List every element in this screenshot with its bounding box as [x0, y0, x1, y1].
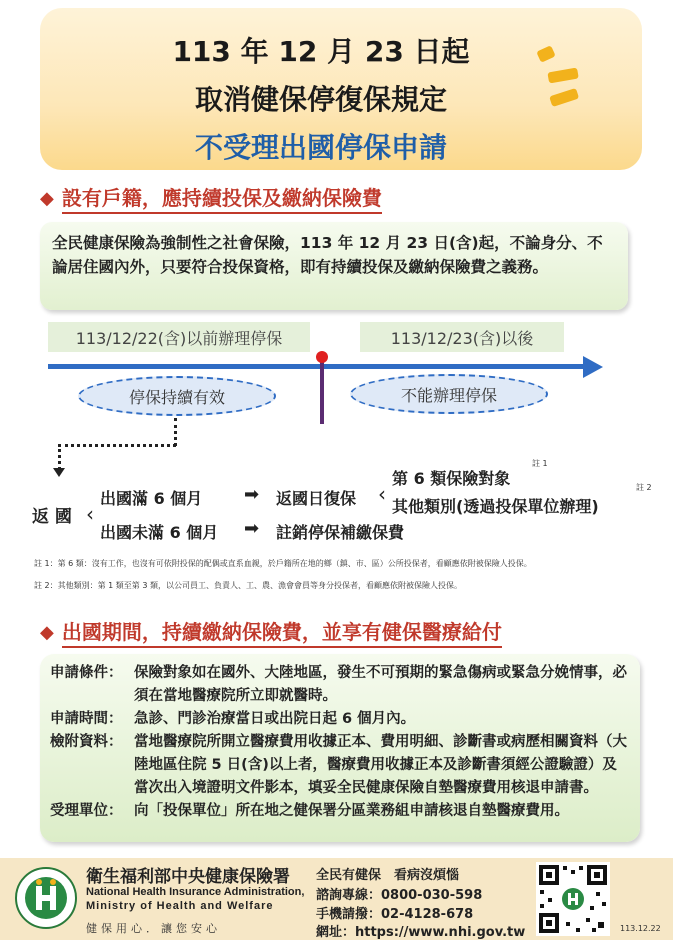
info-value: 急診、門診治療當日或出院日起 6 個月內。: [134, 711, 416, 727]
info-key: 申請條件：: [50, 665, 123, 681]
timeline-arrow: [48, 362, 603, 372]
section-heading-insurance-duty: [40, 182, 382, 214]
footer-website[interactable]: 網址：https://www.nhi.gov.tw: [316, 925, 526, 940]
dotted-connector: [58, 444, 61, 470]
info-key: 檢附資料：: [50, 734, 123, 750]
resume-insurance-label: 返國日復保: [276, 489, 357, 508]
sparkle-decoration-icon: [536, 44, 584, 110]
brace-left-icon: ‹: [86, 502, 94, 526]
footer-hotline: 諮詢專線：0800-030-598: [316, 888, 483, 903]
info-key: 受理單位：: [50, 803, 123, 819]
org-name-en-2: Ministry of Health and Welfare: [86, 900, 274, 912]
info-value: 保險對象如在國外、大陸地區，發生不可預期的緊急傷病或緊急分娩情事，必須在當地醫療院所立即就醫時。: [134, 665, 627, 704]
footnote-2: 註 2：其他類別：第 1 類至第 3 類，以公司員工、負責人、工、農、漁會會員等身分投保者，看顧應依附被保險人投保。: [34, 581, 462, 590]
footer-mobile-line: 手機請撥：02-4128-678: [316, 907, 474, 922]
header-banner: [40, 8, 642, 170]
right-arrow-icon: ➡: [244, 484, 260, 505]
suspension-not-allowed-ellipse: 不能辦理停保: [350, 374, 548, 414]
right-arrow-icon: ➡: [244, 518, 260, 539]
abroad-under-6-months-label: 出國未滿 6 個月: [100, 523, 219, 542]
info-row: [50, 708, 630, 731]
info-row: [50, 662, 630, 708]
dotted-connector: [58, 444, 176, 447]
org-name: 衛生福利部中央健康保險署: [86, 867, 290, 887]
banner-title-main: 取消健保停復保規定: [194, 83, 447, 116]
section-heading-text: 設有戶籍，應持續投保及繳納保險費: [62, 182, 382, 214]
org-slogan: 健保用心．讓您安心: [86, 922, 221, 935]
dotted-connector: [174, 418, 177, 446]
section-heading-abroad-benefits: [40, 616, 502, 648]
nhi-logo-icon: [14, 866, 78, 930]
insurance-duty-text: 全民健康保險為強制性之社會保險，113 年 12 月 23 日(含)起，不論身分、不論居住國內外，只要符合投保資格，即有持續投保及繳納保險費之義務。: [52, 234, 603, 276]
info-row: [50, 731, 630, 800]
reimbursement-info-box: [40, 654, 640, 842]
timeline-before-label: 113/12/22(含)以前辦理停保: [48, 322, 310, 352]
timeline-divider: [320, 358, 324, 424]
org-name-en-1: National Health Insurance Administration,: [86, 886, 305, 898]
info-row: [50, 800, 630, 823]
footnote-1: 註 1：第 6 類：沒有工作，也沒有可依附投保的配偶或直系血親，於戶籍所在地的鄉（鎮、市、區）公所投保者，看顧應依附被保險人投保。: [34, 559, 532, 568]
timeline-marker-dot: [316, 351, 328, 363]
suspension-valid-ellipse: 停保持續有效: [78, 376, 276, 416]
banner-title-date: 113 年 12 月 23 日起: [172, 35, 470, 68]
note-1-marker: 註 1: [532, 459, 548, 468]
return-home-label: 返 國: [32, 507, 72, 527]
connector-arrowhead-icon: [53, 468, 65, 477]
info-value: 當地醫療院所開立醫療費用收據正本、費用明細、診斷書或病歷相關資料（大陸地區住院 5 日(含)以上者，醫療費用收據正本及診斷書須經公證驗證）及當次出入境證明文件影本，填妥全民健康保險自墊醫療費用核退申請書。: [134, 734, 627, 796]
timeline-after-label: 113/12/23(含)以後: [360, 322, 564, 352]
timeline-arrowhead-icon: [583, 356, 603, 378]
insurance-duty-box: [40, 222, 628, 310]
cancel-suspension-label: 註銷停保補繳保費: [276, 523, 405, 542]
note-2-marker: 註 2: [636, 483, 652, 492]
category-6-label: 第 6 類保險對象: [392, 469, 511, 488]
qr-code-icon: [536, 862, 610, 936]
footer: [0, 858, 673, 940]
timeline-bar: [48, 364, 583, 369]
brace-left-icon: ‹: [378, 482, 386, 506]
other-category-label: 其他類別(透過投保單位辦理): [392, 497, 599, 516]
footer-tagline: 全民有健保 看病沒煩惱: [316, 868, 460, 883]
abroad-6-months-label: 出國滿 6 個月: [100, 489, 203, 508]
banner-title-sub: 不受理出國停保申請: [194, 131, 447, 164]
diamond-bullet-icon: ◆: [40, 621, 54, 643]
diamond-bullet-icon: ◆: [40, 187, 54, 209]
info-key: 申請時間：: [50, 711, 123, 727]
info-value: 向「投保單位」所在地之健保署分區業務組申請核退自墊醫療費用。: [134, 803, 569, 819]
publish-date: 113.12.22: [620, 924, 661, 933]
section-heading-text: 出國期間，持續繳納保險費，並享有健保醫療給付: [62, 616, 502, 648]
